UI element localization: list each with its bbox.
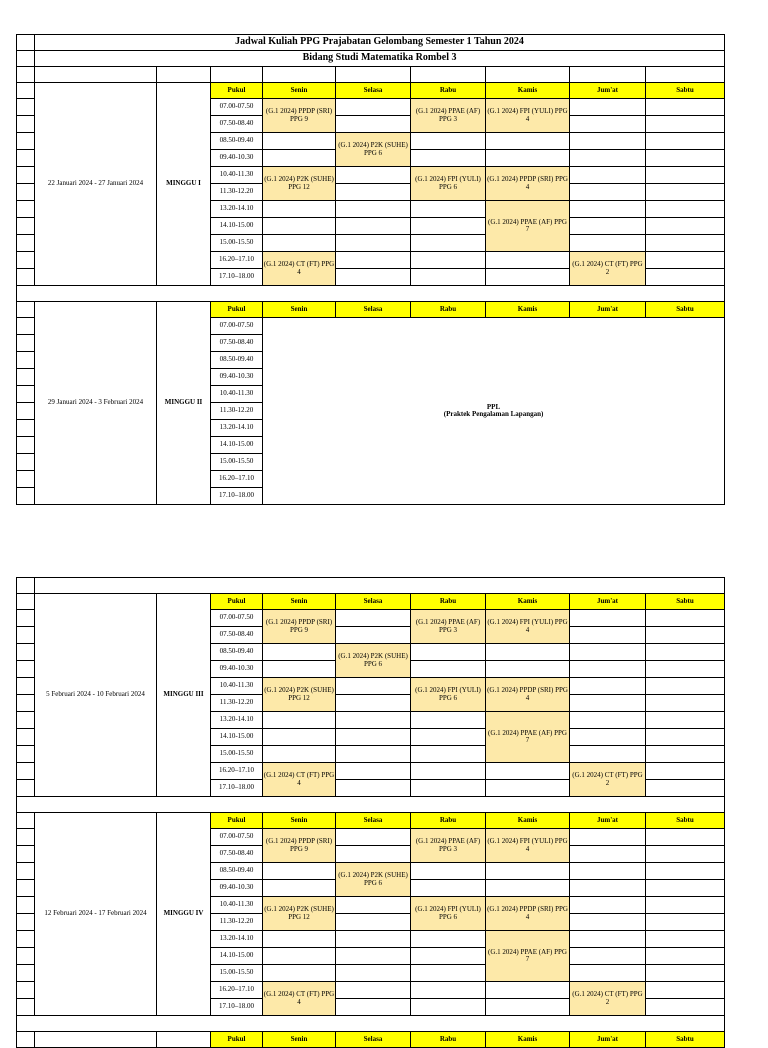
header-jumat: Jum'at [570,1032,646,1048]
header-kamis: Kamis [486,83,570,99]
header-kamis: Kamis [486,594,570,610]
blank-cell [17,35,35,51]
class-cell-mon-p2k: (G.1 2024) P2K (SUHE) PPG 12 [263,678,336,712]
time-slot: 14.10-15.00 [211,218,263,235]
time-slot: 07.00-07.50 [211,318,263,335]
time-slot: 15.00-15.50 [211,454,263,471]
header-sabtu: Sabtu [646,594,725,610]
week-date: 12 Februari 2024 - 17 Februari 2024 [35,813,157,1016]
header-kamis: Kamis [486,302,570,318]
time-slot: 07.00-07.50 [211,99,263,116]
time-slot: 08.50-09.40 [211,133,263,150]
time-slot: 07.50-08.40 [211,335,263,352]
ppl-title: PPL [486,402,501,411]
schedule-table-1 [16,34,725,505]
header-pukul: Pukul [211,302,263,318]
sheet-title: Jadwal Kuliah PPG Prajabatan Gelombang Semester 1 Tahun 2024 [35,35,725,51]
time-slot: 15.00-15.50 [211,746,263,763]
header-rabu: Rabu [411,594,486,610]
week-label: MINGGU IV [157,813,211,1016]
time-slot: 09.40-10.30 [211,661,263,678]
header-senin: Senin [263,83,336,99]
header-jumat: Jum'at [570,813,646,829]
header-selasa: Selasa [336,594,411,610]
time-slot: 16.20–17.10 [211,252,263,269]
header-pukul: Pukul [211,813,263,829]
class-cell-mon-ppdp: (G.1 2024) PPDP (SRI) PPG 9 [263,829,336,863]
header-jumat: Jum'at [570,302,646,318]
week-date: 22 Januari 2024 - 27 Januari 2024 [35,83,157,286]
time-slot: 08.50-09.40 [211,352,263,369]
header-pukul: Pukul [211,83,263,99]
schedule-table-2 [16,577,725,1048]
ppl-subtitle: (Praktek Pengalaman Lapangan) [443,410,544,418]
class-cell-fri-ct: (G.1 2024) CT (FT) PPG 2 [570,252,646,286]
header-senin: Senin [263,302,336,318]
class-cell-mon-ct: (G.1 2024) CT (FT) PPG 4 [263,252,336,286]
time-slot: 17.10–18.00 [211,488,263,505]
time-slot: 10.40-11.30 [211,897,263,914]
time-slot: 11.30-12.20 [211,914,263,931]
class-cell-thu-ppdp: (G.1 2024) PPDP (SRI) PPG 4 [486,678,570,712]
header-rabu: Rabu [411,1032,486,1048]
class-cell-thu-fpi: (G.1 2024) FPI (YULI) PPG 4 [486,99,570,133]
time-slot: 10.40-11.30 [211,386,263,403]
time-slot: 14.10-15.00 [211,948,263,965]
week-date: 29 Januari 2024 - 3 Februari 2024 [35,302,157,505]
class-cell-thu-ppdp: (G.1 2024) PPDP (SRI) PPG 4 [486,897,570,931]
time-slot: 14.10-15.00 [211,729,263,746]
header-rabu: Rabu [411,83,486,99]
header-selasa: Selasa [336,83,411,99]
time-slot: 07.50-08.40 [211,627,263,644]
header-senin: Senin [263,813,336,829]
class-cell-wed-fpi: (G.1 2024) FPI (YULI) PPG 6 [411,897,486,931]
week-label: MINGGU III [157,594,211,797]
header-pukul: Pukul [211,1032,263,1048]
time-slot: 13.20-14.10 [211,712,263,729]
week-label: MINGGU I [157,83,211,286]
class-cell-tue-p2k: (G.1 2024) P2K (SUHE) PPG 6 [336,863,411,897]
class-cell-wed-ppae: (G.1 2024) PPAE (AF) PPG 3 [411,829,486,863]
time-slot: 10.40-11.30 [211,678,263,695]
time-slot: 11.30-12.20 [211,403,263,420]
class-cell-mon-ppdp: (G.1 2024) PPDP (SRI) PPG 9 [263,99,336,133]
class-cell-thu-fpi: (G.1 2024) FPI (YULI) PPG 4 [486,610,570,644]
time-slot: 14.10-15.00 [211,437,263,454]
header-kamis: Kamis [486,813,570,829]
header-sabtu: Sabtu [646,1032,725,1048]
time-slot: 13.20-14.10 [211,201,263,218]
header-pukul: Pukul [211,594,263,610]
time-slot: 13.20-14.10 [211,420,263,437]
class-cell-tue-p2k: (G.1 2024) P2K (SUHE) PPG 6 [336,133,411,167]
header-jumat: Jum'at [570,83,646,99]
class-cell-wed-ppae: (G.1 2024) PPAE (AF) PPG 3 [411,99,486,133]
time-slot: 07.00-07.50 [211,829,263,846]
class-cell-mon-ppdp: (G.1 2024) PPDP (SRI) PPG 9 [263,610,336,644]
header-rabu: Rabu [411,813,486,829]
time-slot: 10.40-11.30 [211,167,263,184]
header-sabtu: Sabtu [646,83,725,99]
time-slot: 15.00-15.50 [211,965,263,982]
header-jumat: Jum'at [570,594,646,610]
time-slot: 07.50-08.40 [211,116,263,133]
class-cell-mon-p2k: (G.1 2024) P2K (SUHE) PPG 12 [263,167,336,201]
time-slot: 17.10–18.00 [211,999,263,1016]
time-slot: 17.10–18.00 [211,269,263,286]
time-slot: 17.10–18.00 [211,780,263,797]
header-selasa: Selasa [336,302,411,318]
header-senin: Senin [263,1032,336,1048]
time-slot: 08.50-09.40 [211,863,263,880]
class-cell-wed-fpi: (G.1 2024) FPI (YULI) PPG 6 [411,678,486,712]
time-slot: 15.00-15.50 [211,235,263,252]
class-cell-fri-ct: (G.1 2024) CT (FT) PPG 2 [570,982,646,1016]
header-selasa: Selasa [336,813,411,829]
time-slot: 07.00-07.50 [211,610,263,627]
header-selasa: Selasa [336,1032,411,1048]
time-slot: 11.30-12.20 [211,695,263,712]
time-slot: 16.20–17.10 [211,982,263,999]
class-cell-mon-ct: (G.1 2024) CT (FT) PPG 4 [263,763,336,797]
week-label: MINGGU II [157,302,211,505]
header-senin: Senin [263,594,336,610]
class-cell-mon-ct: (G.1 2024) CT (FT) PPG 4 [263,982,336,1016]
class-cell-thu-ppae: (G.1 2024) PPAE (AF) PPG 7 [486,201,570,252]
time-slot: 09.40-10.30 [211,369,263,386]
time-slot: 09.40-10.30 [211,150,263,167]
ppl-block [263,318,725,505]
time-slot: 11.30-12.20 [211,184,263,201]
time-slot: 16.20–17.10 [211,471,263,488]
header-sabtu: Sabtu [646,813,725,829]
time-slot: 13.20-14.10 [211,931,263,948]
blank-cell [17,51,35,67]
class-cell-tue-p2k: (G.1 2024) P2K (SUHE) PPG 6 [336,644,411,678]
class-cell-wed-fpi: (G.1 2024) FPI (YULI) PPG 6 [411,167,486,201]
time-slot: 07.50-08.40 [211,846,263,863]
class-cell-wed-ppae: (G.1 2024) PPAE (AF) PPG 3 [411,610,486,644]
sheet-subtitle: Bidang Studi Matematika Rombel 3 [35,51,725,67]
class-cell-thu-ppae: (G.1 2024) PPAE (AF) PPG 7 [486,712,570,763]
class-cell-fri-ct: (G.1 2024) CT (FT) PPG 2 [570,763,646,797]
week-date: 5 Februari 2024 - 10 Februari 2024 [35,594,157,797]
header-rabu: Rabu [411,302,486,318]
time-slot: 09.40-10.30 [211,880,263,897]
time-slot: 08.50-09.40 [211,644,263,661]
time-slot: 16.20–17.10 [211,763,263,780]
header-kamis: Kamis [486,1032,570,1048]
class-cell-mon-p2k: (G.1 2024) P2K (SUHE) PPG 12 [263,897,336,931]
class-cell-thu-ppdp: (G.1 2024) PPDP (SRI) PPG 4 [486,167,570,201]
class-cell-thu-fpi: (G.1 2024) FPI (YULI) PPG 4 [486,829,570,863]
header-sabtu: Sabtu [646,302,725,318]
class-cell-thu-ppae: (G.1 2024) PPAE (AF) PPG 7 [486,931,570,982]
